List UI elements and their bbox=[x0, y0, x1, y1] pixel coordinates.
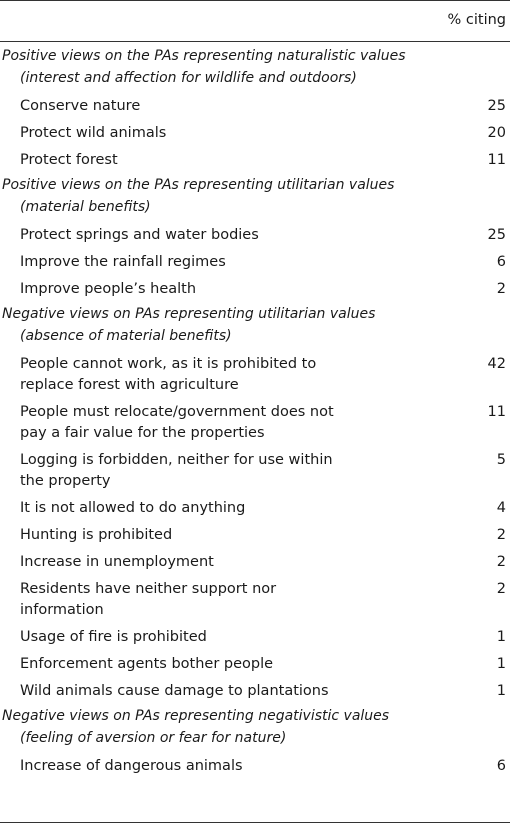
table-row bbox=[0, 120, 510, 147]
section-title-negative-utilitarian: Negative views on PAs representing utilitarian values (absence of material benefits) bbox=[2, 306, 376, 344]
table-row bbox=[0, 651, 510, 678]
row-value: 2 bbox=[496, 281, 506, 297]
row-label: Protect springs and water bodies bbox=[20, 227, 259, 243]
row-label: Enforcement agents bother people bbox=[20, 656, 274, 672]
row-label: Logging is forbidden, neither for use within the property bbox=[20, 452, 333, 489]
row-label: People cannot work, as it is prohibited to replace forest with agriculture bbox=[20, 356, 317, 393]
table-row bbox=[0, 576, 510, 624]
row-value: 1 bbox=[496, 629, 506, 645]
table-top-rule bbox=[0, 0, 510, 1]
table-row bbox=[0, 276, 510, 303]
row-label: Improve the rainfall regimes bbox=[20, 254, 226, 270]
row-label: Usage of fire is prohibited bbox=[20, 629, 207, 645]
row-label: People must relocate/government does not pay a fair value for the properties bbox=[20, 404, 334, 441]
table-row bbox=[0, 447, 510, 495]
row-value: 25 bbox=[487, 227, 506, 243]
row-value: 1 bbox=[496, 683, 506, 699]
table-row bbox=[0, 93, 510, 120]
row-value: 2 bbox=[496, 581, 506, 597]
table-header-rule bbox=[0, 41, 510, 42]
row-label: Increase in unemployment bbox=[20, 554, 214, 570]
column-header-percent-citing: % citing bbox=[447, 12, 506, 28]
table-row bbox=[0, 495, 510, 522]
row-label: Increase of dangerous animals bbox=[20, 758, 243, 774]
row-value: 1 bbox=[496, 656, 506, 672]
table-row bbox=[0, 249, 510, 276]
row-label: Wild animals cause damage to plantations bbox=[20, 683, 329, 699]
section-title-negativistic: Negative views on PAs representing negativistic values (feeling of aversion or fear for nature) bbox=[2, 708, 390, 746]
table-row bbox=[0, 351, 510, 399]
row-value: 11 bbox=[487, 152, 506, 168]
row-value: 2 bbox=[496, 527, 506, 543]
table-row bbox=[0, 678, 510, 705]
table-body bbox=[0, 45, 510, 780]
row-value: 11 bbox=[487, 404, 506, 420]
table-row bbox=[0, 624, 510, 651]
table-row bbox=[0, 147, 510, 174]
row-value: 25 bbox=[487, 98, 506, 114]
row-value: 42 bbox=[487, 356, 506, 372]
row-value: 2 bbox=[496, 554, 506, 570]
row-label: It is not allowed to do anything bbox=[20, 500, 246, 516]
row-label: Hunting is prohibited bbox=[20, 527, 173, 543]
row-value: 5 bbox=[496, 452, 506, 468]
row-value: 20 bbox=[487, 125, 506, 141]
row-value: 6 bbox=[496, 758, 506, 774]
table-row bbox=[0, 522, 510, 549]
row-label: Residents have neither support nor information bbox=[20, 581, 277, 618]
row-value: 6 bbox=[496, 254, 506, 270]
table-row bbox=[0, 549, 510, 576]
table-row bbox=[0, 222, 510, 249]
row-label: Protect forest bbox=[20, 152, 118, 168]
row-label: Conserve nature bbox=[20, 98, 141, 114]
row-value: 4 bbox=[496, 500, 506, 516]
row-label: Improve people’s health bbox=[20, 281, 197, 297]
section-title-naturalistic: Positive views on the PAs representing naturalistic values (interest and affection for wildlife and outdoors) bbox=[2, 48, 406, 86]
table-row bbox=[0, 753, 510, 780]
section-title-positive-utilitarian: Positive views on the PAs representing utilitarian values (material benefits) bbox=[2, 177, 395, 215]
table-row bbox=[0, 399, 510, 447]
table-bottom-rule bbox=[0, 822, 510, 823]
row-label: Protect wild animals bbox=[20, 125, 167, 141]
